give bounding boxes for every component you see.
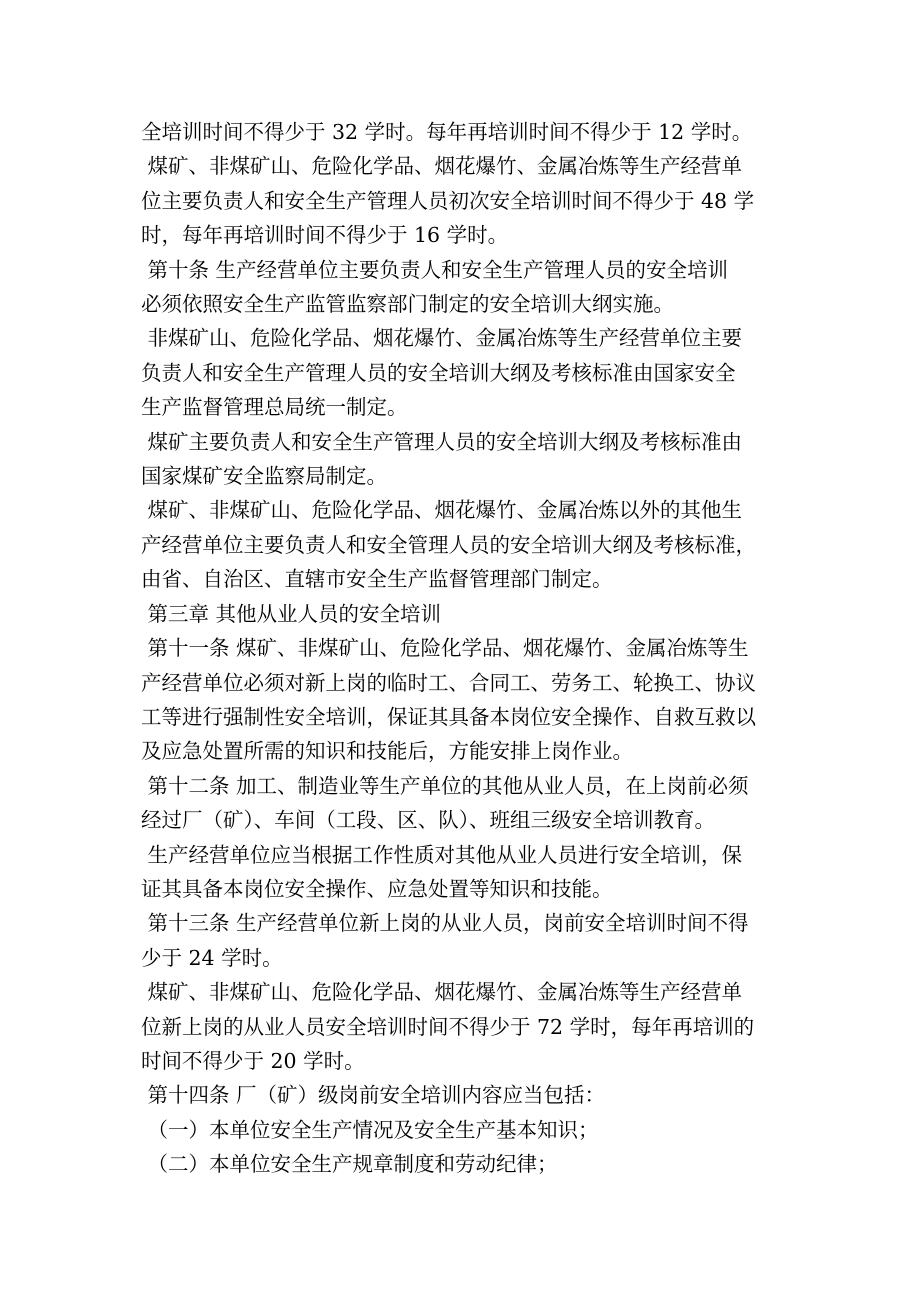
text-line: 第十一条 煤矿、非煤矿山、危险化学品、烟花爆竹、金属冶炼等生 xyxy=(141,636,749,661)
text-line: 时，每年再培训时间不得少于 16 学时。 xyxy=(141,223,509,248)
text-line: 煤矿主要负责人和安全生产管理人员的安全培训大纲及考核标准由 xyxy=(141,429,743,454)
text-line: 经过厂（矿）、车间（工段、区、队）、班组三级安全培训教育。 xyxy=(141,808,715,833)
text-line: 第十四条 厂（矿）级岗前安全培训内容应当包括： xyxy=(141,1083,606,1108)
text-line: 时间不得少于 20 学时。 xyxy=(141,1048,365,1073)
text-line: 第十二条 加工、制造业等生产单位的其他从业人员，在上岗前必须 xyxy=(141,773,749,798)
text-line: 及应急处置所需的知识和技能后，方能安排上岗作业。 xyxy=(141,739,633,764)
text-line: 全培训时间不得少于 32 学时。每年再培训时间不得少于 12 学时。 xyxy=(141,120,753,144)
text-line: 非煤矿山、危险化学品、烟花爆竹、金属冶炼等生产经营单位主要 xyxy=(141,326,743,351)
text-line: 位主要负责人和安全生产管理人员初次安全培训时间不得少于 48 学 xyxy=(141,188,755,213)
text-line: 必须依照安全生产监管监察部门制定的安全培训大纲实施。 xyxy=(141,292,674,317)
text-line: 生产监督管理总局统一制定。 xyxy=(141,395,408,420)
text-line: 位新上岗的从业人员安全培训时间不得少于 72 学时，每年再培训的 xyxy=(141,1014,755,1039)
text-line: 煤矿、非煤矿山、危险化学品、烟花爆竹、金属冶炼等生产经营单 xyxy=(141,154,743,179)
list-item: （一）本单位安全生产情况及安全生产基本知识； xyxy=(141,1117,599,1142)
text-line: 煤矿、非煤矿山、危险化学品、烟花爆竹、金属冶炼等生产经营单 xyxy=(141,980,743,1005)
text-line: 国家煤矿安全监察局制定。 xyxy=(141,464,387,489)
text-line: 生产经营单位应当根据工作性质对其他从业人员进行安全培训，保 xyxy=(141,842,743,867)
list-item: （二）本单位安全生产规章制度和劳动纪律； xyxy=(141,1152,558,1177)
text-line: 证其具备本岗位安全操作、应急处置等知识和技能。 xyxy=(141,876,613,901)
text-line: 煤矿、非煤矿山、危险化学品、烟花爆竹、金属冶炼以外的其他生 xyxy=(141,498,743,523)
text-line: 产经营单位必须对新上岗的临时工、合同工、劳务工、轮换工、协议 xyxy=(141,670,756,695)
text-line: 工等进行强制性安全培训，保证其具备本岗位安全操作、自救互救以 xyxy=(141,704,756,729)
text-line: 产经营单位主要负责人和安全管理人员的安全培训大纲及考核标准， xyxy=(141,532,756,557)
text-line: 第十三条 生产经营单位新上岗的从业人员，岗前安全培训时间不得 xyxy=(141,911,749,936)
text-line: 负责人和安全生产管理人员的安全培训大纲及考核标准由国家安全 xyxy=(141,360,736,385)
text-line: 由省、自治区、直辖市安全生产监督管理部门制定。 xyxy=(141,567,613,592)
text-line: 少于 24 学时。 xyxy=(141,945,283,970)
chapter-heading: 第三章 其他从业人员的安全培训 xyxy=(141,601,442,626)
document-body xyxy=(141,115,801,1182)
text-line: 第十条 生产经营单位主要负责人和安全生产管理人员的安全培训 xyxy=(141,257,729,282)
